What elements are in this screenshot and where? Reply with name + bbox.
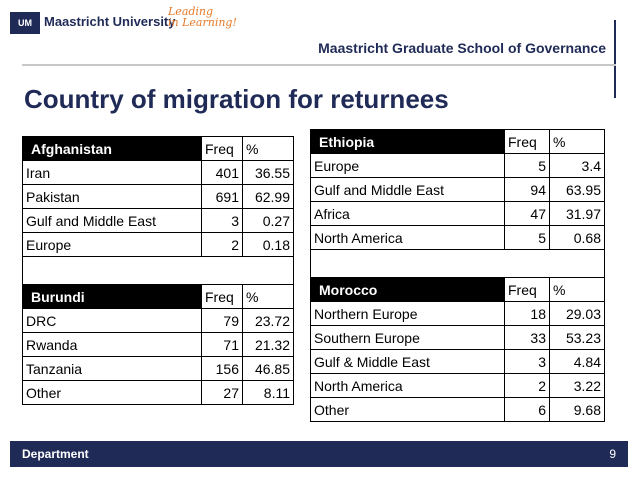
university-logo-icon: UM: [10, 12, 40, 34]
freq-cell: 71: [202, 333, 243, 357]
ethiopia-section: [311, 130, 605, 250]
destination-cell: Tanzania: [23, 357, 202, 381]
table-row: [311, 226, 605, 250]
freq-cell: 27: [202, 381, 243, 405]
burundi-header-row: [23, 285, 294, 309]
freq-cell: 18: [505, 302, 550, 326]
afghanistan-country-label: Afghanistan: [23, 137, 202, 161]
pct-header: %: [243, 137, 294, 161]
freq-header: Freq: [202, 137, 243, 161]
destination-cell: Southern Europe: [311, 326, 505, 350]
morocco-section: [311, 278, 605, 422]
pct-cell: 21.32: [243, 333, 294, 357]
pct-cell: 0.68: [550, 226, 605, 250]
burundi-section: [23, 285, 294, 405]
spacer-row: [311, 250, 605, 278]
destination-cell: Gulf and Middle East: [311, 178, 505, 202]
slide-title: Country of migration for returnees: [24, 84, 449, 114]
pct-cell: 29.03: [550, 302, 605, 326]
destination-cell: Gulf & Middle East: [311, 350, 505, 374]
pct-cell: 36.55: [243, 161, 294, 185]
tagline-line-1: Leading: [168, 5, 214, 18]
table-row: [311, 302, 605, 326]
morocco-header-row: [311, 278, 605, 302]
destination-cell: Africa: [311, 202, 505, 226]
school-name: Maastricht Graduate School of Governance: [318, 40, 606, 56]
table-row: [311, 374, 605, 398]
destination-cell: Rwanda: [23, 333, 202, 357]
afghanistan-header-row: [23, 137, 294, 161]
freq-cell: 33: [505, 326, 550, 350]
destination-cell: Europe: [311, 154, 505, 178]
university-name: Maastricht University: [44, 14, 176, 29]
morocco-country-label: Morocco: [311, 278, 505, 302]
pct-cell: 62.99: [243, 185, 294, 209]
spacer-cell: [23, 257, 294, 285]
table-row: [311, 350, 605, 374]
freq-header: Freq: [505, 130, 550, 154]
table-row: [23, 333, 294, 357]
pct-header: %: [550, 130, 605, 154]
freq-cell: 156: [202, 357, 243, 381]
freq-cell: 2: [505, 374, 550, 398]
pct-header: %: [550, 278, 605, 302]
pct-cell: 8.11: [243, 381, 294, 405]
right-country-table: [310, 129, 605, 422]
burundi-country-label: Burundi: [23, 285, 202, 309]
table-row: [23, 309, 294, 333]
pct-cell: 23.72: [243, 309, 294, 333]
freq-cell: 2: [202, 233, 243, 257]
pct-cell: 46.85: [243, 357, 294, 381]
destination-cell: Europe: [23, 233, 202, 257]
pct-cell: 4.84: [550, 350, 605, 374]
pct-cell: 31.97: [550, 202, 605, 226]
destination-cell: DRC: [23, 309, 202, 333]
freq-cell: 5: [505, 154, 550, 178]
destination-cell: Gulf and Middle East: [23, 209, 202, 233]
freq-cell: 401: [202, 161, 243, 185]
pct-cell: 3.22: [550, 374, 605, 398]
table-row: [311, 154, 605, 178]
table-row: [311, 178, 605, 202]
freq-cell: 79: [202, 309, 243, 333]
ethiopia-header-row: [311, 130, 605, 154]
freq-cell: 691: [202, 185, 243, 209]
pct-cell: 0.27: [243, 209, 294, 233]
destination-cell: Other: [23, 381, 202, 405]
left-country-table: [22, 136, 294, 405]
freq-header: Freq: [505, 278, 550, 302]
table-row: [23, 161, 294, 185]
destination-cell: North America: [311, 374, 505, 398]
afghanistan-section: [23, 137, 294, 257]
pct-cell: 63.95: [550, 178, 605, 202]
tagline: [168, 6, 237, 28]
table-row: [23, 185, 294, 209]
tagline-line-2: in Learning!: [168, 16, 237, 29]
freq-cell: 47: [505, 202, 550, 226]
table-row: [311, 202, 605, 226]
destination-cell: Iran: [23, 161, 202, 185]
destination-cell: Northern Europe: [311, 302, 505, 326]
freq-cell: 3: [505, 350, 550, 374]
footer-bar: [10, 441, 628, 467]
table-row: [23, 209, 294, 233]
spacer-cell: [311, 250, 605, 278]
table-row: [23, 357, 294, 381]
pct-cell: 0.18: [243, 233, 294, 257]
destination-cell: North America: [311, 226, 505, 250]
department-label: Department: [22, 447, 89, 461]
pct-cell: 9.68: [550, 398, 605, 422]
header-accent-rule: [614, 20, 616, 98]
table-row: [23, 233, 294, 257]
freq-header: Freq: [202, 285, 243, 309]
table-row: [23, 381, 294, 405]
header-divider: [22, 64, 616, 66]
spacer-row: [23, 257, 294, 285]
table-row: [311, 326, 605, 350]
table-row: [311, 398, 605, 422]
freq-cell: 6: [505, 398, 550, 422]
page-number: 9: [609, 447, 616, 461]
ethiopia-country-label: Ethiopia: [311, 130, 505, 154]
pct-cell: 53.23: [550, 326, 605, 350]
freq-cell: 94: [505, 178, 550, 202]
destination-cell: Pakistan: [23, 185, 202, 209]
pct-header: %: [243, 285, 294, 309]
freq-cell: 3: [202, 209, 243, 233]
pct-cell: 3.4: [550, 154, 605, 178]
destination-cell: Other: [311, 398, 505, 422]
freq-cell: 5: [505, 226, 550, 250]
